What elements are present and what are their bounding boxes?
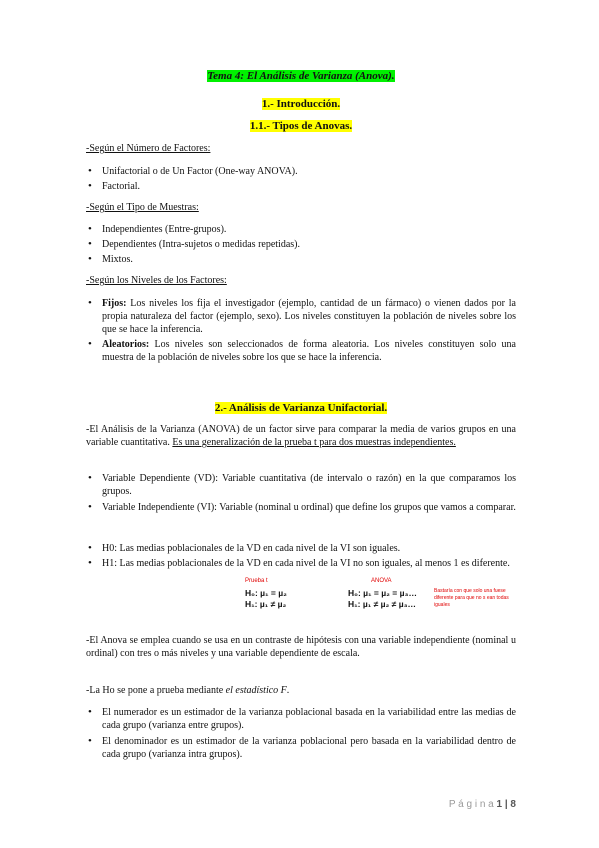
muestras-heading: -Según el Tipo de Muestras:: [86, 202, 199, 213]
anova-intro: -El Análisis de la Varianza (ANOVA) de un factor sirve para comparar la media de varios grupos en una variable cuantitativa. Es una generalización de la prueba t para dos muestras independientes.: [86, 424, 516, 448]
types-heading: 1.1.- Tipos de Anovas.: [249, 120, 353, 132]
list-item-aleatorios: • Aleatorios: Los niveles son seleccionados de forma aleatoria. Los niveles constituyen solo una muestra de la población de niveles sobre los que se hace la inferencia.: [102, 338, 516, 364]
list-item-fijos: • Fijos: Los niveles los fija el investigador (ejemplo, cantidad de un fármaco) o vienen dados por la propia naturaleza del factor (ejemplo, sexo). Los niveles constituyen la población de niveles sobre los que se hace la inferencia.: [102, 297, 516, 336]
list-item: • Unifactorial o de Un Factor (One-way ANOVA).: [102, 165, 516, 178]
niveles-heading: -Según los Niveles de los Factores:: [86, 275, 227, 286]
anova-h1: H₁: µ₁ ≠ µ₂ ≠ µ₃…: [348, 599, 417, 609]
list-item: • Factorial.: [102, 180, 516, 193]
list-item-vi: • Variable Independiente (VI): Variable (nominal u ordinal) que define los grupos que vamos a comparar.: [102, 501, 516, 514]
anova-use-paragraph: -El Anova se emplea cuando se usa en un contraste de hipótesis con una variable independiente (nominal u ordinal) con tres o más niveles y una variable dependiente de escala.: [86, 635, 516, 659]
list-item-vd: • Variable Dependiente (VD): Variable cuantitativa (de intervalo o razón) en la que comparamos los grupos.: [102, 472, 516, 498]
topic-title: Tema 4: El Análisis de Varianza (Anova).: [207, 70, 395, 82]
list-item-denominador: • El denominador es un estimador de la varianza poblacional pero basada en la variabilidad dentro de cada grupo (varianza intra grupos).: [102, 735, 516, 761]
prueba-t-h1: H₁: µ₁ ≠ µ₂: [245, 599, 287, 609]
list-item-h1: • H1: Las medias poblacionales de la VD en cada nivel de la VI no son iguales, al menos 1 es diferente.: [102, 557, 516, 570]
red-annotation: Bastaría con que solo una fuese diferente para que no s ean todas iguales: [434, 588, 509, 608]
ho-paragraph: -La Ho se pone a prueba mediante el estadístico F.: [86, 685, 290, 696]
prueba-t-label: Prueba t: [245, 578, 268, 584]
page-number: 1: [496, 799, 503, 810]
list-item: • Independientes (Entre-grupos).: [102, 223, 516, 236]
list-item-h0: • H0: Las medias poblacionales de la VD en cada nivel de la VI son iguales.: [102, 542, 516, 555]
anova-label: ANOVA: [371, 578, 392, 584]
list-item: • Dependientes (Intra-sujetos o medidas repetidas).: [102, 238, 516, 251]
list-item-numerador: • El numerador es un estimador de la varianza poblacional basada en la variabilidad entre las medias de cada grupo (varianza entre grupos).: [102, 706, 516, 732]
intro-heading: 1.- Introducción.: [261, 98, 341, 110]
section2-heading: 2.- Análisis de Varianza Unifactorial.: [214, 402, 388, 414]
anova-h0: H₀: µ₁ = µ₂ = µ₃…: [348, 588, 417, 598]
list-item: • Mixtos.: [102, 253, 516, 266]
page-footer: P á g i n a 1 | 8: [448, 799, 516, 810]
factores-heading: -Según el Número de Factores:: [86, 143, 211, 154]
prueba-t-h0: H₀: µ₁ = µ₂: [245, 588, 287, 598]
